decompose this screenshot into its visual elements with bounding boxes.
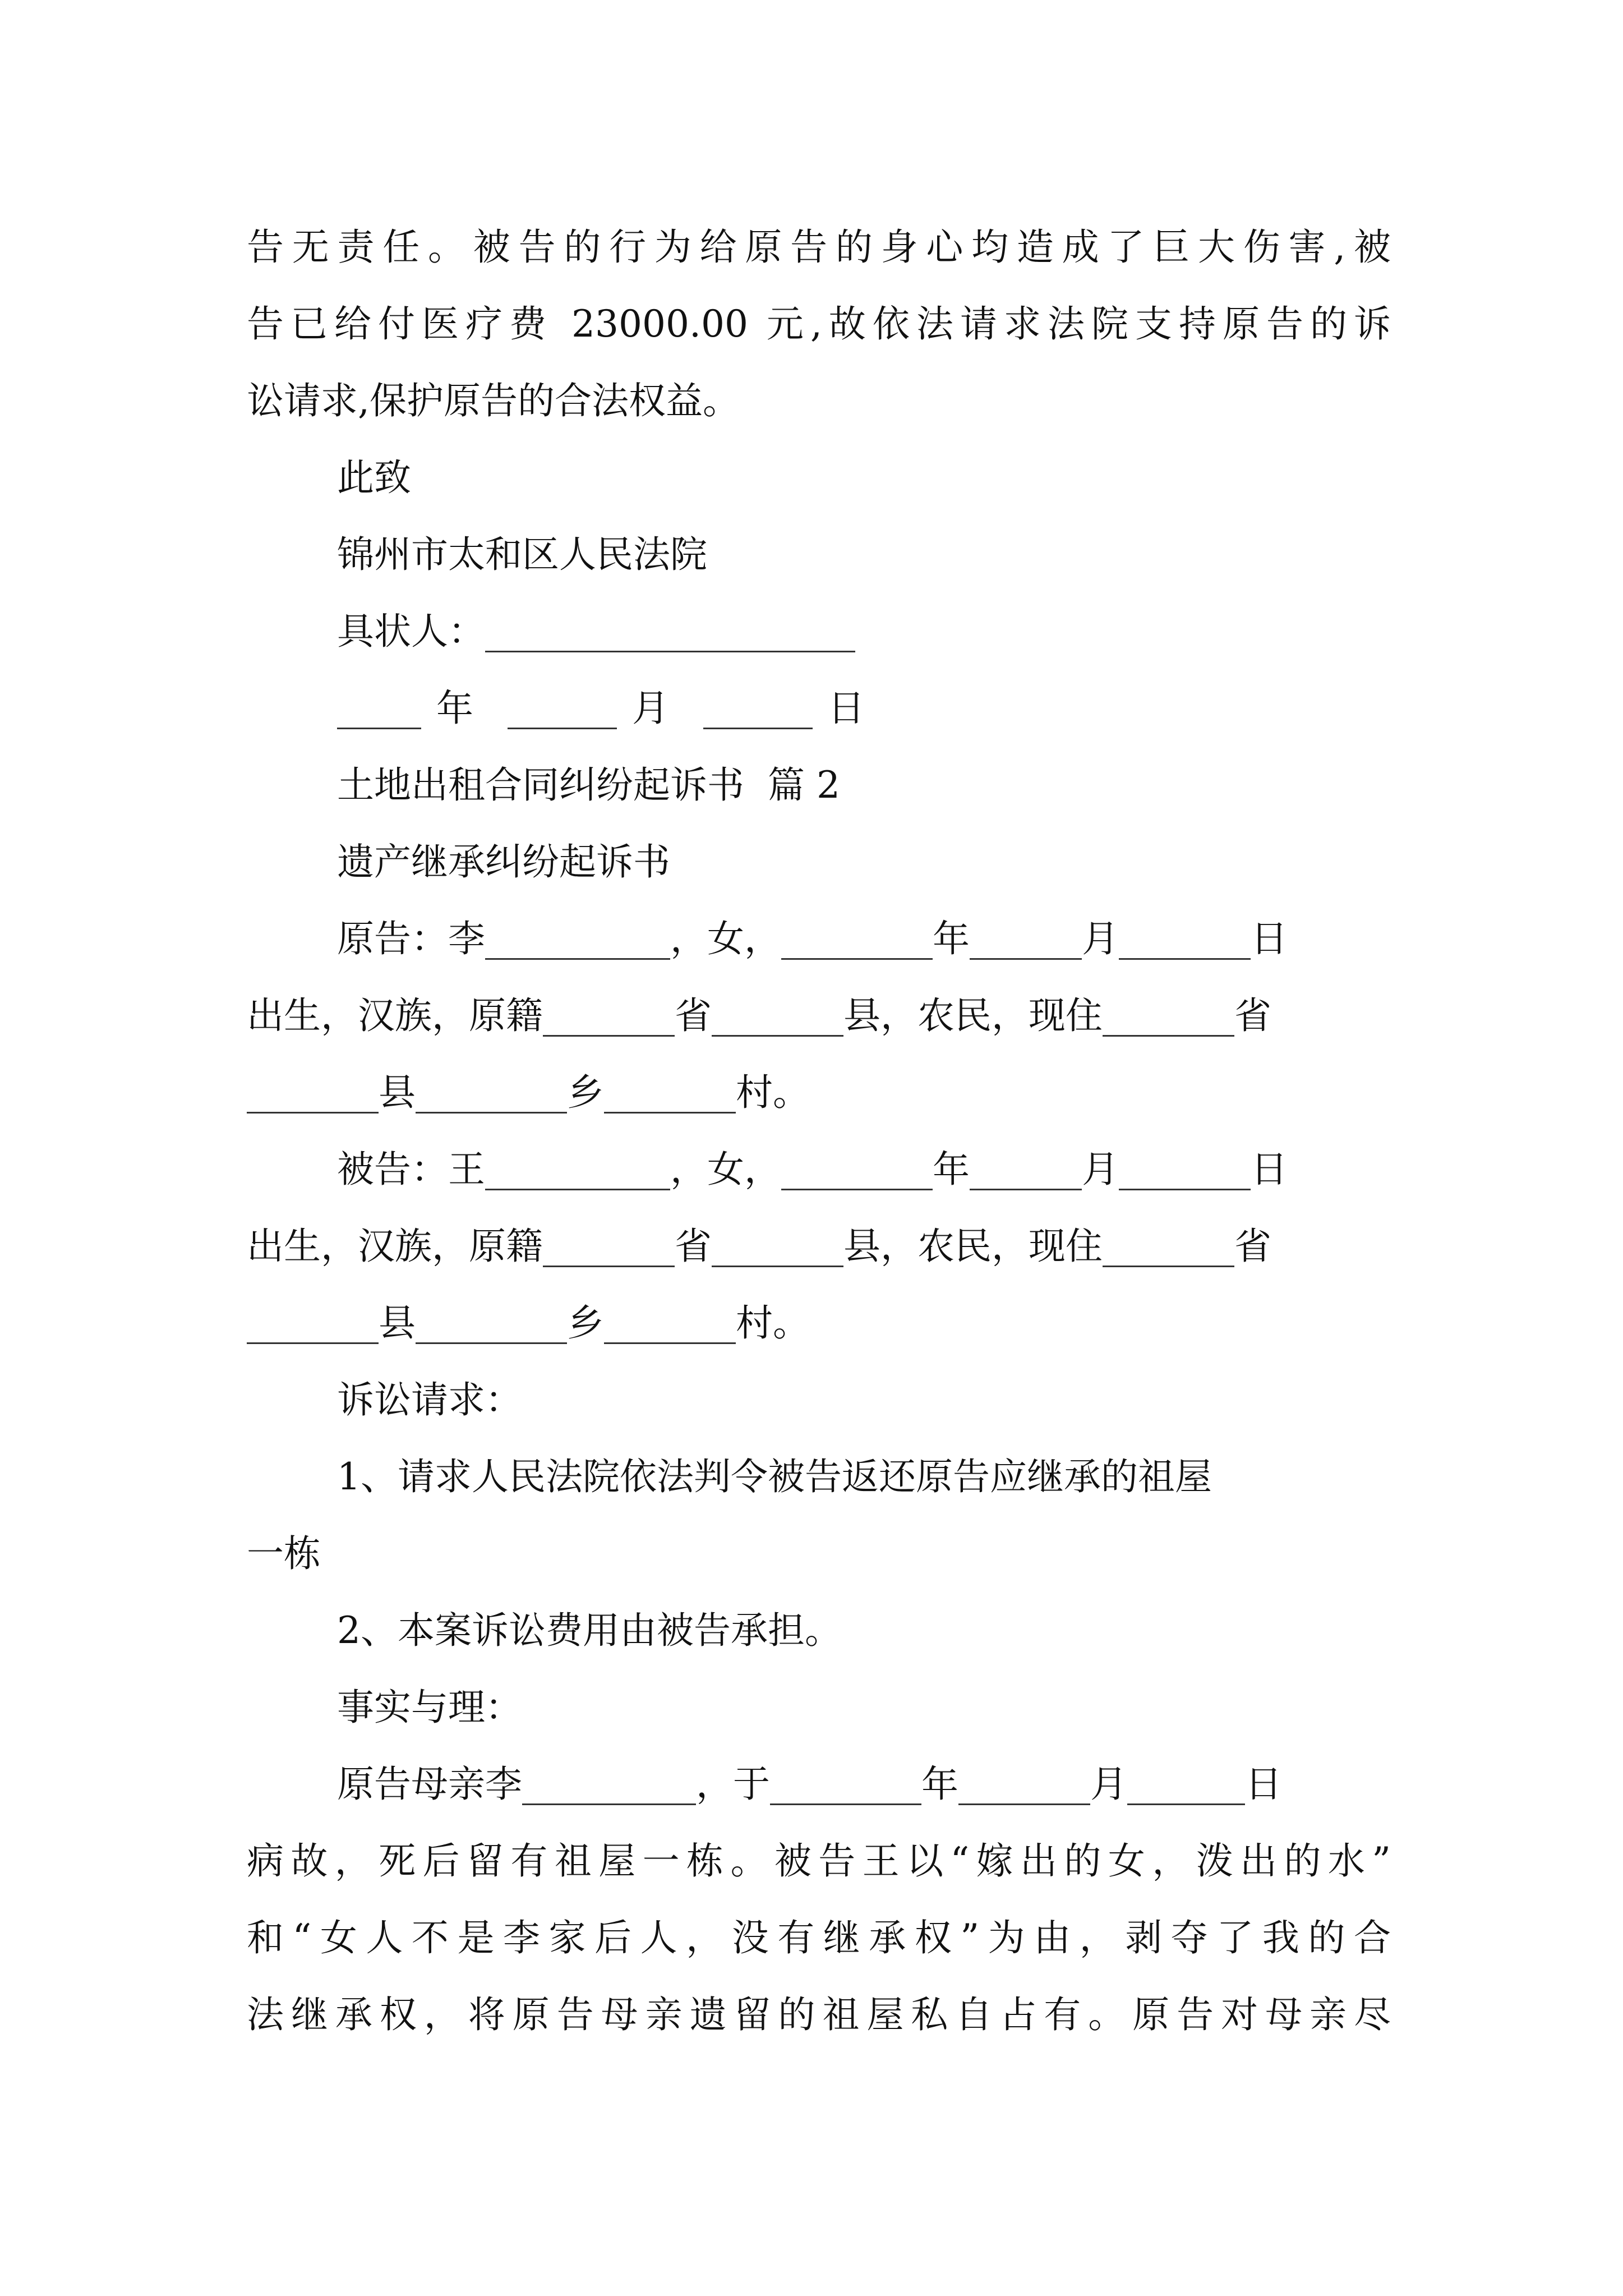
defendant-prov-blank: [543, 1232, 675, 1267]
court-name: 锦州市太和区人民法院: [337, 533, 707, 576]
defendant-name-blank: [485, 1155, 670, 1190]
year-label: 年: [436, 687, 473, 730]
text-line: [247, 362, 1391, 439]
plaintiff-day-blank: [1119, 924, 1251, 960]
month-label: 月: [631, 687, 669, 730]
plaintiff-year-blank: [781, 924, 933, 960]
defendant-prov2-blank: [1103, 1232, 1234, 1267]
signer-row: [247, 593, 1391, 670]
paragraph-text: 病故，死后留有祖屋一栋。被告王以“嫁出的女，泼出的水”: [247, 1839, 1391, 1883]
defendant-day-blank: [1119, 1155, 1251, 1190]
text-line: [247, 1823, 1391, 1899]
paragraph-text: 告已给付医疗费 23000.00 元,故依法请求法院支持原告的诉: [247, 302, 1391, 346]
defendant-town-blank: [416, 1309, 567, 1344]
signer-label: 具状人：: [337, 610, 485, 653]
death-month-blank: [958, 1770, 1090, 1805]
death-day-blank: [1127, 1770, 1245, 1805]
defendant-year-blank: [781, 1155, 933, 1190]
plaintiff-prov2-blank: [1103, 1001, 1234, 1037]
plaintiff-month-blank: [970, 924, 1082, 960]
facts-line-1: 原告母亲李 ，于 年 月 日: [337, 1763, 1282, 1806]
plaintiff-line-3: 县 乡 村。: [247, 1054, 1391, 1131]
death-year-blank: [770, 1770, 921, 1805]
document-body: [247, 209, 1391, 2053]
day-blank: [703, 694, 813, 729]
defendant-county2-blank: [247, 1309, 379, 1344]
month-blank: [508, 694, 617, 729]
defendant-line-2: 出生，汉族，原籍 省 县，农民，现住 省: [247, 1225, 1271, 1268]
plaintiff-prov-blank: [543, 1001, 675, 1037]
year-blank: [337, 694, 421, 729]
claims-heading: 诉讼请求：: [337, 1378, 522, 1421]
claim-1-cont: 一栋: [247, 1532, 321, 1575]
facts-heading: 事实与理：: [337, 1686, 522, 1729]
text-line: [247, 1899, 1391, 1976]
defendant-line-3: 县 乡 村。: [247, 1285, 1391, 1361]
text-line: [247, 286, 1391, 362]
paragraph-text: 法继承权，将原告母亲遗留的祖屋私自占有。原告对母亲尽: [247, 1993, 1391, 2036]
date-row: [247, 670, 1391, 747]
claim-2: 2、本案诉讼费用由被告承担。: [337, 1609, 842, 1652]
plaintiff-county-blank: [712, 1001, 843, 1037]
paragraph-text: 告无责任。被告的行为给原告的身心均造成了巨大伤害,被: [247, 226, 1391, 269]
day-label: 日: [827, 687, 865, 730]
plaintiff-county2-blank: [247, 1078, 379, 1114]
plaintiff-line-1: 原告：李 ，女， 年 月 日: [337, 917, 1288, 960]
defendant-village-blank: [604, 1309, 736, 1344]
defendant-month-blank: [970, 1155, 1082, 1190]
signer-blank: [485, 617, 855, 652]
text-line: [247, 209, 1391, 286]
text-line: [247, 1976, 1391, 2053]
plaintiff-town-blank: [416, 1078, 567, 1114]
mother-name-blank: [522, 1770, 696, 1805]
paragraph-text: 和“女人不是李家后人，没有继承权”为由，剥夺了我的合: [247, 1916, 1391, 1959]
section-heading: 土地出租合同纠纷起诉书 篇 2: [337, 763, 840, 807]
defendant-line-1: 被告：王 ，女， 年 月 日: [337, 1148, 1288, 1191]
defendant-county-blank: [712, 1232, 843, 1267]
plaintiff-village-blank: [604, 1078, 736, 1114]
claim-1: 1、请求人民法院依法判令被告返还原告应继承的祖屋: [337, 1455, 1212, 1498]
plaintiff-name-blank: [485, 924, 670, 960]
doc-title: 遗产继承纠纷起诉书: [337, 840, 670, 884]
salutation: 此致: [337, 456, 411, 499]
paragraph-text: 讼请求,保护原告的合法权益。: [247, 379, 740, 422]
plaintiff-line-2: 出生，汉族，原籍 省 县，农民，现住 省: [247, 994, 1271, 1037]
